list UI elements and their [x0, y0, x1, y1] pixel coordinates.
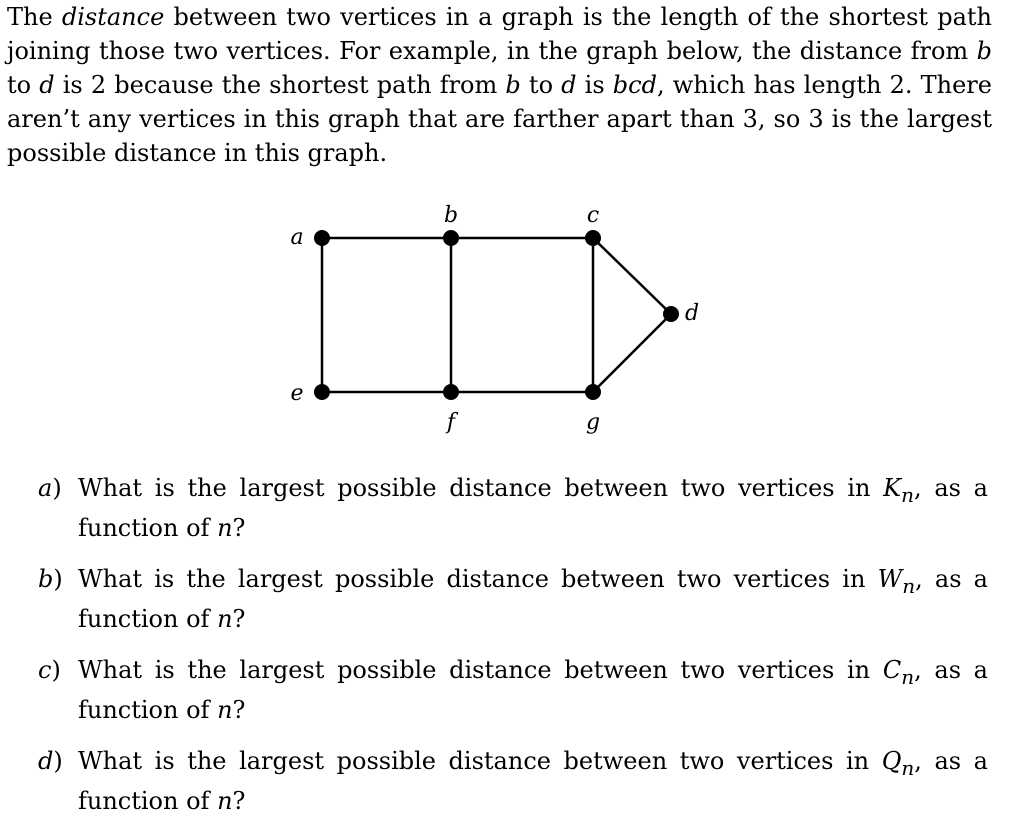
vertex-e: [314, 384, 330, 400]
question-text: What is the largest possible distance between two vertices in $Q_n$, as a: [78, 747, 988, 780]
edge-dg: [593, 314, 671, 392]
vertex-f: [443, 384, 459, 400]
term-distance: distance: [61, 3, 165, 31]
vertex-a: [314, 230, 330, 246]
intro-text: The: [7, 3, 62, 31]
vertex-ref: b: [976, 37, 992, 65]
vertex-label-d: d: [684, 301, 700, 326]
question-text: What is the largest possible distance between two vertices in $C_n$, as a: [78, 656, 988, 689]
vertex-ref: b: [505, 71, 521, 99]
question-text: What is the largest possible distance between two vertices in $K_n$, as a: [78, 474, 988, 507]
intro-text: to: [520, 71, 562, 99]
question-b: [38, 563, 988, 636]
intro-text: is 2 because the shortest path from: [54, 71, 506, 99]
vertex-label-e: e: [290, 381, 304, 406]
question-letter: c): [38, 656, 61, 684]
intro-text: is: [576, 71, 613, 99]
vertex-ref: d: [39, 71, 55, 99]
question-letter: b): [38, 565, 63, 593]
intro-text: to: [7, 71, 40, 99]
intro-text: between two vertices in a graph is the length of the shortest path joining those two vertices. For example, in the graph below, the distance from: [7, 3, 993, 65]
question-a: [38, 472, 988, 545]
path-ref: bcd: [612, 71, 657, 99]
vertex-c: [585, 230, 601, 246]
vertex-label-a: a: [290, 225, 304, 250]
edge-cd: [593, 238, 671, 314]
vertex-label-c: c: [586, 203, 600, 228]
vertex-b: [443, 230, 459, 246]
question-c: [38, 654, 988, 727]
vertex-ref: d: [561, 71, 577, 99]
intro-text: , which has length 2. There aren’t any vertices in this graph that are farther apart than 3, so 3 is the largest possible distance in this graph.: [7, 71, 992, 167]
vertex-d: [663, 306, 679, 322]
question-text: What is the largest possible distance between two vertices in $W_n$, as a: [78, 565, 988, 598]
question-letter: a): [38, 474, 62, 502]
question-d: [38, 745, 988, 818]
question-text-cont: function of n?: [78, 604, 246, 633]
vertex-g: [585, 384, 601, 400]
question-letter: d): [38, 747, 63, 775]
vertex-label-g: g: [585, 410, 601, 435]
vertex-label-b: b: [443, 203, 459, 228]
question-text-cont: function of n?: [78, 786, 246, 815]
vertex-label-f: f: [446, 410, 456, 435]
question-text-cont: function of n?: [78, 513, 246, 542]
question-text-cont: function of n?: [78, 695, 246, 724]
